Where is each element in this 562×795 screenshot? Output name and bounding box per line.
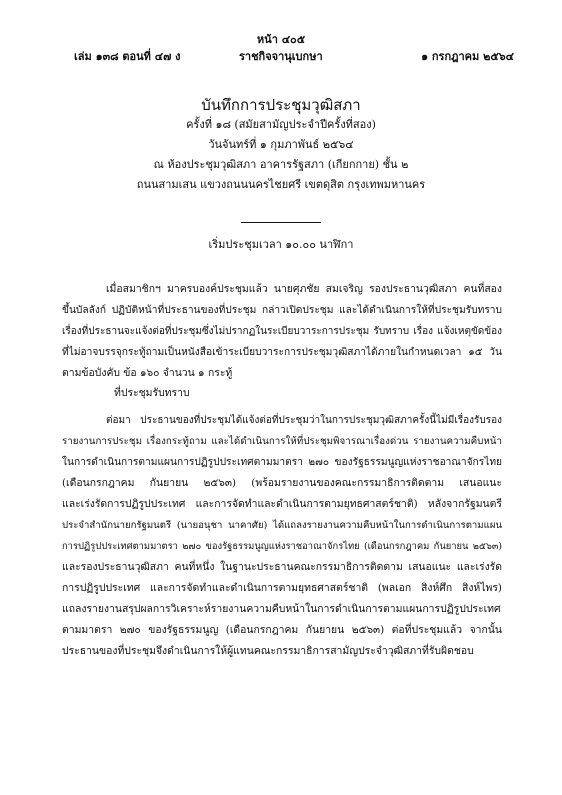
session-info: ครั้งที่ ๑๘ (สมัยสามัญประจำปีครั้งที่สอง) bbox=[186, 118, 376, 131]
page-number: หน้า ๔๐๕ bbox=[256, 33, 306, 46]
paragraph-line: ประธานของที่ประชุมจึงดำเนินการให้ผู้แทนคณะกรรมาธิการสามัญประจำวุฒิสภาที่รับผิดชอบ bbox=[62, 645, 474, 657]
paragraph-line: การปฏิรูปประเทศ และการจัดทำและดำเนินการตามยุทธศาสตร์ชาติ (พลเอก สิงห์ศึก สิงห์ไพร) bbox=[62, 582, 502, 594]
meeting-address: ถนนสามเสน แขวงถนนนครไชยศรี เขตดุสิต กรุงเทพมหานคร bbox=[136, 178, 426, 191]
document-title: บันทึกการประชุมวุฒิสภา bbox=[201, 96, 361, 114]
paragraph-line: ตามมาตรา ๒๗๐ ของรัฐธรรมนูญ (เดือนกรกฎาคม กันยายน ๒๕๖๓) ต่อที่ประชุมแล้ว จากนั้น bbox=[62, 624, 502, 636]
title-divider bbox=[241, 222, 321, 223]
gazette-header bbox=[74, 47, 514, 63]
paragraph-line: เมื่อสมาชิกฯ มาครบองค์ประชุมแล้ว นายศุภชัย สมเจริญ รองประธานวุฒิสภา คนที่สอง bbox=[106, 283, 502, 295]
meeting-date: วันจันทร์ที่ ๑ กุมภาพันธ์ ๒๕๖๔ bbox=[208, 138, 354, 151]
section-heading: ที่ประชุมรับทราบ bbox=[114, 387, 190, 399]
meeting-location: ณ ห้องประชุมวุฒิสภา อาคารรัฐสภา (เกียกกาย) ชั้น ๒ bbox=[153, 158, 409, 171]
paragraph-opening bbox=[62, 279, 502, 384]
paragraph-line: รายงานการประชุม เรื่องกระทู้ถาม และได้ดำเนินการให้ที่ประชุมพิจารณาเรื่องด่วน รายงานความคืบหน้า bbox=[62, 436, 502, 447]
start-time: เริ่มประชุมเวลา ๑๐.๐๐ นาฬิกา bbox=[208, 238, 354, 251]
paragraph-line: ต่อมา ประธานของที่ประชุมได้แจ้งต่อที่ประชุมว่าในการประชุมวุฒิสภาครั้งนี้ไม่มีเรื่องรับรอง bbox=[106, 415, 502, 426]
paragraph-agenda bbox=[62, 410, 502, 662]
paragraph-line: และเร่งรัดการปฏิรูปประเทศ และการจัดทำและดำเนินการตามยุทธศาสตร์ชาติ) หลังจากรัฐมนตรี bbox=[62, 498, 502, 510]
paragraph-line: ขึ้นบัลลังก์ ปฏิบัติหน้าที่ประธานของที่ประชุม กล่าวเปิดประชุม และได้ดำเนินการให้ที่ประชุมรับทราบ bbox=[62, 305, 502, 316]
paragraph-line: ตามข้อบังคับ ข้อ ๑๖๐ จำนวน ๑ กระทู้ bbox=[62, 367, 233, 379]
paragraph-line: ในการดำเนินการตามแผนการปฏิรูปประเทศตามมาตรา ๒๗๐ ของรัฐธรรมนูญแห่งราชอาณาจักรไทย bbox=[62, 457, 502, 468]
paragraph-line: (เดือนกรกฎาคม กันยายน ๒๕๖๓) (พร้อมรายงานของคณะกรรมาธิการติดตาม เสนอแนะ bbox=[62, 477, 502, 489]
publication-date: ๑ กรกฎาคม ๒๕๖๔ bbox=[421, 50, 514, 63]
volume-issue: เล่ม ๑๓๘ ตอนที่ ๔๗ ง bbox=[74, 50, 181, 63]
paragraph-line: และรองประธานวุฒิสภา คนที่หนึ่ง ในฐานะประธานคณะกรรมาธิการติดตาม เสนอแนะ และเร่งรัด bbox=[62, 561, 502, 573]
paragraph-line: การปฏิรูปประเทศตามมาตรา ๒๗๐ ของรัฐธรรมนูญแห่งราชอาณาจักรไทย (เดือนกรกฎาคม กันยายน ๒๕๖๓) bbox=[62, 541, 502, 552]
paragraph-line: เรื่องที่ประธานจะแจ้งต่อที่ประชุมซึ่งไม่ปรากฏในระเบียบวาระการประชุม รับทราบ เรื่อง แจ้งเหตุขัดข้อง bbox=[62, 326, 502, 337]
title-block bbox=[0, 95, 562, 195]
paragraph-line: ที่ไม่อาจบรรจุกระทู้ถามเป็นหนังสือเข้าระเบียบวาระการประชุมวุฒิสภาได้ภายในกำหนดเวลา ๑๕ วัน bbox=[62, 347, 502, 358]
paragraph-line: ประจำสำนักนายกรัฐมนตรี (นายอนุชา นาคาศัย) ได้แถลงรายงานความคืบหน้าในการดำเนินการตามแผน bbox=[62, 520, 502, 531]
gazette-name: ราชกิจจานุเบกษา bbox=[239, 50, 323, 63]
paragraph-line: แถลงรายงานสรุปผลการวิเคราะห์รายงานความคืบหน้าในการดำเนินการตามแผนการปฏิรูปประเทศ bbox=[62, 603, 501, 615]
